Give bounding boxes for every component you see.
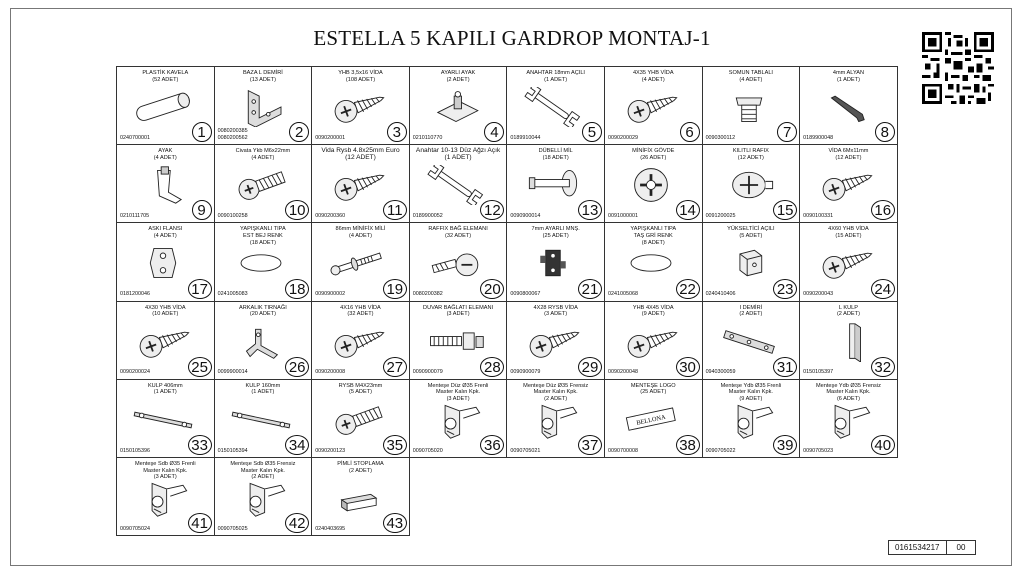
part-number-badge: 21 xyxy=(578,279,602,299)
part-code: 0090700008 xyxy=(607,447,638,454)
part-code: 0090100258 xyxy=(217,212,248,219)
part-number-badge: 14 xyxy=(676,200,700,220)
screw-icon xyxy=(322,165,394,205)
part-name: YHB 3,5x16 VİDA (108 ADET) xyxy=(314,70,407,83)
part-name: 4X30 YHB VİDA (10 ADET) xyxy=(119,305,212,318)
part-name: YAPIŞKANLI TIPA EST BEJ RENK (18 ADET) xyxy=(217,226,310,246)
part-number-badge: 34 xyxy=(285,435,309,455)
part-name: MENTEŞE LOGO (25 ADET) xyxy=(607,383,700,396)
part-name: ARKALIK TIRNAĞI (20 ADET) xyxy=(217,305,310,318)
part-quantity: (4 ADET) xyxy=(739,76,763,83)
part-cell-34 xyxy=(215,380,313,458)
part-cell-19 xyxy=(312,223,410,301)
part-code: 0240403695 xyxy=(315,525,346,532)
part-number-badge: 23 xyxy=(773,279,797,299)
part-number-badge: 3 xyxy=(387,122,407,142)
part-number-badge: 13 xyxy=(578,200,602,220)
part-number-badge: 6 xyxy=(680,122,700,142)
part-name: YHB 4X45 VİDA (9 ADET) xyxy=(607,305,700,318)
part-cell-38 xyxy=(605,380,703,458)
part-name: YÜKSELTİCİ AÇILI (5 ADET) xyxy=(705,226,798,239)
part-name: ASKI FLANSI (4 ADET) xyxy=(119,226,212,239)
part-name: KILITLI RAFIX (12 ADET) xyxy=(705,148,798,161)
hinge-icon xyxy=(713,400,785,440)
part-name: DUVAR BAĞLATI ELEMANI (3 ADET) xyxy=(412,305,505,318)
wrench-icon xyxy=(517,87,589,127)
hinge-icon xyxy=(810,400,882,440)
part-quantity: (12 ADET) xyxy=(737,154,764,161)
part-cell-14 xyxy=(605,145,703,223)
part-code: 0189900052 xyxy=(412,212,443,219)
part-name: I DEMİRİ (2 ADET) xyxy=(705,305,798,318)
cap-icon xyxy=(225,243,297,283)
part-number-badge: 5 xyxy=(582,122,602,142)
wrench-icon xyxy=(420,165,492,205)
part-cell-13 xyxy=(507,145,605,223)
qr-code xyxy=(922,32,994,104)
part-name: PLASTİK KAVELA (52 ADET) xyxy=(119,70,212,83)
part-cell-43 xyxy=(312,458,410,536)
part-name: Vida Rysb 4.8x25mm Euro (12 ADET) xyxy=(314,148,407,161)
part-number-badge: 17 xyxy=(188,279,212,299)
part-name: 86mm MİNİFİX MİLİ (4 ADET) xyxy=(314,226,407,239)
part-cell-12 xyxy=(410,145,508,223)
part-quantity: (108 ADET) xyxy=(345,76,376,83)
part-quantity: (4 ADET) xyxy=(153,154,177,161)
part-quantity: (25 ADET) xyxy=(640,389,667,396)
part-code: 0150105397 xyxy=(803,369,834,376)
hinge-icon xyxy=(127,478,199,518)
hinge-icon xyxy=(420,400,492,440)
document-number: 0161534217 xyxy=(895,543,940,552)
flange-icon xyxy=(127,243,199,283)
part-quantity: (5 ADET) xyxy=(739,232,763,239)
part-quantity: (6 ADET) xyxy=(836,395,860,402)
part-quantity: (3 ADET) xyxy=(544,311,568,318)
part-quantity: (26 ADET) xyxy=(640,154,667,161)
part-number-badge: 42 xyxy=(285,513,309,533)
part-quantity: (3 ADET) xyxy=(153,474,177,481)
part-quantity: (18 ADET) xyxy=(249,239,276,246)
part-quantity: (32 ADET) xyxy=(445,232,472,239)
part-code: 0090200360 xyxy=(315,212,346,219)
part-cell-10 xyxy=(215,145,313,223)
part-number-badge: 24 xyxy=(871,279,895,299)
part-number-badge: 16 xyxy=(871,200,895,220)
part-number-badge: 32 xyxy=(871,357,895,377)
part-code: 0090200043 xyxy=(803,291,834,298)
part-number-badge: 25 xyxy=(188,357,212,377)
part-name: Menteşe Düz Ø35 Frenli Master Kalın Kpk. (3 ADET) xyxy=(412,383,505,403)
part-name: Menteşe Sdb Ø35 Frenli Master Kalın Kpk. (3 ADET) xyxy=(119,461,212,481)
part-code: 0090705024 xyxy=(120,525,150,532)
part-number-badge: 30 xyxy=(676,357,700,377)
part-name: 4X35 YHB VİDA (4 ADET) xyxy=(607,70,700,83)
part-code: 0091000001 xyxy=(607,212,638,219)
allen-key-icon xyxy=(810,87,882,127)
part-quantity: (4 ADET) xyxy=(641,76,665,83)
part-cell-35 xyxy=(312,380,410,458)
part-code: 0210110770 xyxy=(412,134,443,141)
part-code: 0099900014 xyxy=(217,369,248,376)
i-bar-icon xyxy=(713,322,785,362)
part-name: Menteşe Ydb Ø35 Frenli Master Kalın Kpk. (9 ADET) xyxy=(705,383,798,403)
part-cell-28 xyxy=(410,302,508,380)
screw-icon xyxy=(322,322,394,362)
part-quantity: (1 ADET) xyxy=(836,76,860,83)
adjustable-foot-icon xyxy=(420,87,492,127)
part-cell-36 xyxy=(410,380,508,458)
part-cell-32 xyxy=(800,302,898,380)
part-number-badge: 18 xyxy=(285,279,309,299)
part-code: 0090200024 xyxy=(120,369,150,376)
screw-icon xyxy=(127,322,199,362)
part-name: RYSB M4X23mm (5 ADET) xyxy=(314,383,407,396)
part-quantity: (52 ADET) xyxy=(152,76,179,83)
part-quantity: (1 ADET) xyxy=(251,389,275,396)
part-code: 0090800067 xyxy=(510,291,541,298)
part-cell-3 xyxy=(312,67,410,145)
bolt-icon xyxy=(322,400,394,440)
part-number-badge: 43 xyxy=(383,513,407,533)
part-name: KULP 406mm (1 ADET) xyxy=(119,383,212,396)
part-cell-23 xyxy=(703,223,801,301)
part-number-badge: 36 xyxy=(480,435,504,455)
part-cell-27 xyxy=(312,302,410,380)
part-cell-5 xyxy=(507,67,605,145)
part-code: 0240410406 xyxy=(705,291,736,298)
handle-icon xyxy=(225,400,297,440)
part-name: RAFFIX BAĞ ELEMANI (32 ADET) xyxy=(412,226,505,239)
logo-plate-icon xyxy=(615,400,687,440)
part-code: 0090900079 xyxy=(412,369,443,376)
part-cell-22 xyxy=(605,223,703,301)
part-cell-15 xyxy=(703,145,801,223)
part-code: 0090200029 xyxy=(607,134,638,141)
part-name: SOMUN TABLALI (4 ADET) xyxy=(705,70,798,83)
part-cell-30 xyxy=(605,302,703,380)
dowel-pin-icon xyxy=(517,165,589,205)
part-quantity: (10 ADET) xyxy=(152,311,179,318)
part-cell-40 xyxy=(800,380,898,458)
part-number-badge: 28 xyxy=(480,357,504,377)
part-cell-33 xyxy=(117,380,215,458)
part-cell-4 xyxy=(410,67,508,145)
part-number-badge: 4 xyxy=(484,122,504,142)
part-quantity: (2 ADET) xyxy=(739,311,763,318)
part-number-badge: 19 xyxy=(383,279,407,299)
part-code: 0090705020 xyxy=(412,447,443,454)
parts-table xyxy=(116,66,898,536)
part-cell-16 xyxy=(800,145,898,223)
part-code: 0080200382 xyxy=(412,291,443,298)
screw-icon xyxy=(810,165,882,205)
part-code: 0090705023 xyxy=(803,447,834,454)
l-bracket-icon xyxy=(225,87,297,127)
part-code: 0090900014 xyxy=(510,212,541,219)
part-code: 0181200046 xyxy=(120,291,150,298)
part-code: 0090705025 xyxy=(217,525,248,532)
part-number-badge: 1 xyxy=(192,122,212,142)
part-quantity: (1 ADET) xyxy=(544,76,568,83)
part-cell-39 xyxy=(703,380,801,458)
part-quantity: (13 ADET) xyxy=(249,76,276,83)
screw-icon xyxy=(810,243,882,283)
part-code: 0080200385 0080200562 xyxy=(217,128,248,141)
hinge-icon xyxy=(517,400,589,440)
part-cell-29 xyxy=(507,302,605,380)
screw-icon xyxy=(322,87,394,127)
part-number-badge: 31 xyxy=(773,357,797,377)
part-code: 0090705022 xyxy=(705,447,736,454)
part-quantity: (2 ADET) xyxy=(544,395,568,402)
part-name: ANAHTAR 18mm AÇILI (1 ADET) xyxy=(509,70,602,83)
part-number-badge: 38 xyxy=(676,435,700,455)
part-quantity: (4 ADET) xyxy=(251,154,275,161)
part-cell-24 xyxy=(800,223,898,301)
part-number-badge: 33 xyxy=(188,435,212,455)
part-code: 0090900079 xyxy=(510,369,541,376)
hinge-plate-icon xyxy=(517,243,589,283)
part-code: 0241005068 xyxy=(607,291,638,298)
cap-icon xyxy=(615,243,687,283)
part-name: MİNİFİX GÖVDE (26 ADET) xyxy=(607,148,700,161)
part-number-badge: 8 xyxy=(875,122,895,142)
part-cell-17 xyxy=(117,223,215,301)
part-number-badge: 26 xyxy=(285,357,309,377)
screw-icon xyxy=(615,322,687,362)
part-cell-20 xyxy=(410,223,508,301)
part-cell-31 xyxy=(703,302,801,380)
part-number-badge: 15 xyxy=(773,200,797,220)
part-code: 0189910044 xyxy=(510,134,541,141)
corner-block-icon xyxy=(713,243,785,283)
part-name: Menteşe Ydb Ø35 Frensiz Master Kalın Kpk. (6 ADET) xyxy=(802,383,895,403)
part-cell-1 xyxy=(117,67,215,145)
part-quantity: (15 ADET) xyxy=(835,232,862,239)
part-code: 0090300112 xyxy=(705,134,736,141)
part-cell-25 xyxy=(117,302,215,380)
rafix-icon xyxy=(713,165,785,205)
part-number-badge: 29 xyxy=(578,357,602,377)
l-handle-icon xyxy=(810,322,882,362)
part-cell-7 xyxy=(703,67,801,145)
part-cell-42 xyxy=(215,458,313,536)
part-quantity: (2 ADET) xyxy=(348,467,372,474)
part-quantity: (1 ADET) xyxy=(444,153,472,161)
part-name: KULP 160mm (1 ADET) xyxy=(217,383,310,396)
back-clip-icon xyxy=(225,322,297,362)
part-quantity: (2 ADET) xyxy=(251,474,275,481)
part-name: AYARLI AYAK (2 ADET) xyxy=(412,70,505,83)
part-cell-6 xyxy=(605,67,703,145)
part-quantity: (9 ADET) xyxy=(641,311,665,318)
part-quantity: (4 ADET) xyxy=(348,232,372,239)
minifix-icon xyxy=(615,165,687,205)
empty-area xyxy=(410,458,898,536)
part-quantity: (2 ADET) xyxy=(446,76,470,83)
part-quantity: (20 ADET) xyxy=(249,311,276,318)
part-number-badge: 35 xyxy=(383,435,407,455)
part-name: 4X60 YHB VİDA (15 ADET) xyxy=(802,226,895,239)
stopper-icon xyxy=(322,478,394,518)
part-name: Menteşe Düz Ø35 Frensiz Master Kalın Kpk. (2 ADET) xyxy=(509,383,602,403)
part-code: 0091200025 xyxy=(705,212,736,219)
part-cell-18 xyxy=(215,223,313,301)
part-number-badge: 2 xyxy=(289,122,309,142)
part-name: AYAK (4 ADET) xyxy=(119,148,212,161)
nut-icon xyxy=(713,87,785,127)
part-name: PİMLİ STOPLAMA (2 ADET) xyxy=(314,461,407,474)
part-code: 0189900048 xyxy=(803,134,834,141)
part-number-badge: 22 xyxy=(676,279,700,299)
part-number-badge: 10 xyxy=(285,200,309,220)
part-code: 0090200001 xyxy=(315,134,346,141)
part-name: YAPIŞKANLI TIPA TAŞ GRİ RENK (8 ADET) xyxy=(607,226,700,246)
part-number-badge: 37 xyxy=(578,435,602,455)
part-code: 0150105394 xyxy=(217,447,248,454)
part-quantity: (4 ADET) xyxy=(153,232,177,239)
part-name: Civata Ykb M6x22mm (4 ADET) xyxy=(217,148,310,161)
part-code: 0210111705 xyxy=(120,212,150,219)
handle-icon xyxy=(127,400,199,440)
part-code: 0090705021 xyxy=(510,447,541,454)
part-cell-26 xyxy=(215,302,313,380)
part-code: 0940300059 xyxy=(705,369,736,376)
part-number-badge: 12 xyxy=(480,200,504,220)
page-title: ESTELLA 5 KAPILI GARDROP MONTAJ-1 xyxy=(313,26,711,50)
part-name: BAZA L DEMİRİ (13 ADET) xyxy=(217,70,310,83)
bolt-icon xyxy=(225,165,297,205)
part-code: 0090100331 xyxy=(803,212,834,219)
dowel-icon xyxy=(127,87,199,127)
part-number-badge: 41 xyxy=(188,513,212,533)
hinge-icon xyxy=(225,478,297,518)
part-quantity: (12 ADET) xyxy=(345,153,376,161)
part-cell-9 xyxy=(117,145,215,223)
part-name: 4X16 YHB VİDA (32 ADET) xyxy=(314,305,407,318)
part-cell-11 xyxy=(312,145,410,223)
part-number-badge: 9 xyxy=(192,200,212,220)
part-number-badge: 20 xyxy=(480,279,504,299)
part-cell-37 xyxy=(507,380,605,458)
part-number-badge: 11 xyxy=(383,200,407,220)
part-name: VİDA 6Mx11mm (12 ADET) xyxy=(802,148,895,161)
foot-icon xyxy=(127,165,199,205)
part-quantity: (25 ADET) xyxy=(542,232,569,239)
part-quantity: (1 ADET) xyxy=(153,389,177,396)
screw-icon xyxy=(517,322,589,362)
part-name: 4mm ALYAN (1 ADET) xyxy=(802,70,895,83)
part-quantity: (2 ADET) xyxy=(836,311,860,318)
part-code: 0090200123 xyxy=(315,447,346,454)
title-block xyxy=(888,540,976,555)
part-name: 4X28 RYSB VİDA (3 ADET) xyxy=(509,305,602,318)
part-name: 7mm AYARLI MNŞ. (25 ADET) xyxy=(509,226,602,239)
part-code: 0090200048 xyxy=(607,369,638,376)
part-quantity: (5 ADET) xyxy=(348,389,372,396)
part-code: 0240700001 xyxy=(120,134,150,141)
part-number-badge: 39 xyxy=(773,435,797,455)
part-cell-2 xyxy=(215,67,313,145)
part-quantity: (32 ADET) xyxy=(347,311,374,318)
part-quantity: (3 ADET) xyxy=(446,311,470,318)
part-name: Menteşe Sdb Ø35 Frensiz Master Kalın Kpk. (2 ADET) xyxy=(217,461,310,481)
part-quantity: (18 ADET) xyxy=(542,154,569,161)
wall-anchor-icon xyxy=(420,322,492,362)
part-quantity: (9 ADET) xyxy=(739,395,763,402)
part-quantity: (3 ADET) xyxy=(446,395,470,402)
part-quantity: (12 ADET) xyxy=(835,154,862,161)
minifix-pin-icon xyxy=(322,243,394,283)
part-code: 0090900002 xyxy=(315,291,346,298)
part-cell-8 xyxy=(800,67,898,145)
raffix-icon xyxy=(420,243,492,283)
part-number-badge: 40 xyxy=(871,435,895,455)
part-quantity: (8 ADET) xyxy=(641,239,665,246)
part-cell-21 xyxy=(507,223,605,301)
part-name: L KULP (2 ADET) xyxy=(802,305,895,318)
part-name: Anahtar 10-13 Düz Ağzı Açık (1 ADET) xyxy=(412,148,505,161)
part-number-badge: 7 xyxy=(777,122,797,142)
part-code: 0150105396 xyxy=(120,447,150,454)
part-code: 0241005083 xyxy=(217,291,248,298)
part-cell-41 xyxy=(117,458,215,536)
logo-text: BELLONA xyxy=(635,413,667,427)
revision-number: 00 xyxy=(946,541,976,554)
part-code: 0090200008 xyxy=(315,369,346,376)
part-number-badge: 27 xyxy=(383,357,407,377)
screw-icon xyxy=(615,87,687,127)
part-name: DÜBELLİ MİL (18 ADET) xyxy=(509,148,602,161)
